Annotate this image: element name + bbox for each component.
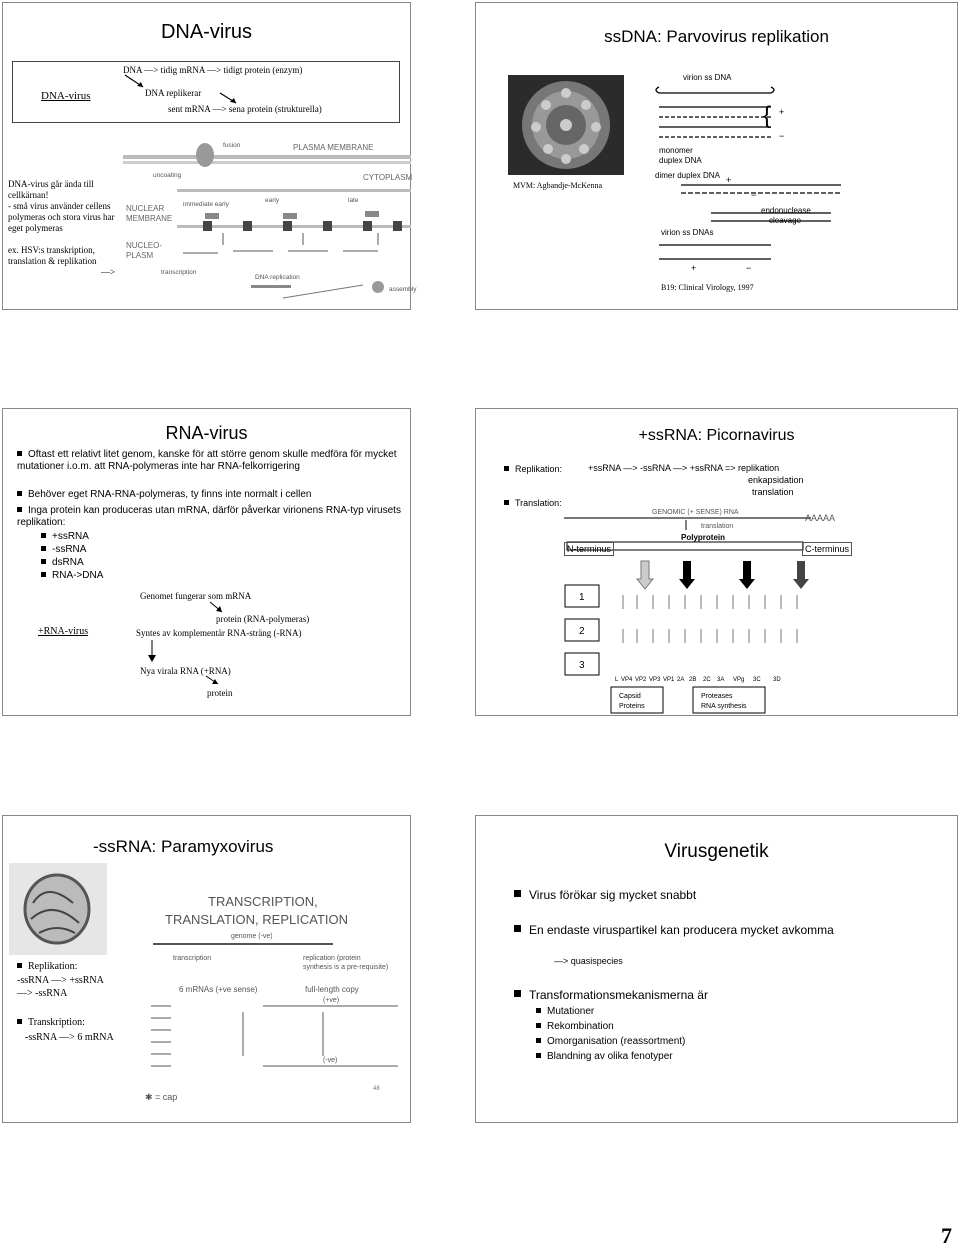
protein-label-L: L [615, 677, 619, 683]
transcription-heading: Transkription: [17, 1017, 85, 1029]
transcription-label: transcription [161, 269, 197, 276]
box-line-3: sent mRNA —> sena protein (strukturella) [168, 104, 322, 114]
cytoplasm-label: CYTOPLASM [363, 173, 413, 182]
c-terminus-label: C-terminus [802, 542, 852, 556]
note-arrow: —> [101, 267, 116, 277]
row-label-3: 3 [579, 660, 585, 671]
protein-label-2A: 2A [677, 677, 685, 683]
slide-title: -ssRNA: Paramyxovirus [93, 837, 274, 856]
protein-label-2B: 2B [689, 677, 697, 683]
monomer-duplex-label: monomer [659, 146, 693, 155]
row-label-2: 2 [579, 626, 585, 637]
replication-note-1: replication (protein [303, 955, 361, 962]
flow-encapsidation: enkapsidation [748, 475, 804, 485]
replication-heading: Replikation: [17, 961, 77, 973]
protein-label-2C: 2C [703, 677, 711, 683]
translation-arrow-label: translation [701, 523, 734, 530]
diagram-title-2: TRANSLATION, REPLICATION [165, 912, 348, 927]
svg-text:+: + [691, 263, 697, 273]
replication-label: Replikation: [504, 463, 562, 475]
hsv-replication-diagram [123, 133, 417, 305]
protein-label-VPg: VPg [733, 677, 745, 683]
slide-title: DNA-virus [160, 21, 253, 43]
dimer-duplex-label: dimer duplex DNA [655, 171, 720, 180]
nucleoplasm-label: NUCLEO- [126, 241, 163, 250]
flow-step-1: Genomet fungerar som mRNA [140, 591, 252, 601]
bullet-1: Virus förökar sig mycket snabbt [514, 888, 696, 903]
box-line-2: DNA replikerar [145, 88, 202, 98]
page-number: 7 [941, 1223, 952, 1248]
svg-text:Proteins: Proteins [619, 703, 645, 710]
bullet-2: Behöver eget RNA-RNA-polymeras, ty finns inte normalt i cellen [17, 489, 402, 501]
sub-bullet-1: Mutationer [536, 1006, 594, 1018]
virion-ss-dna-label: virion ss DNA [683, 73, 732, 82]
plasma-membrane-label: PLASMA MEMBRANE [293, 143, 374, 152]
sub-bullet-4: Blandning av olika fenotyper [536, 1051, 673, 1063]
replication-flow: +ssRNA —> -ssRNA —> +ssRNA => replikation [588, 463, 780, 473]
six-mrnas-label: 6 mRNAs (+ve sense) [179, 985, 258, 994]
svg-text:cleavage: cleavage [769, 216, 802, 225]
arrow-icon [123, 74, 153, 90]
summary-box [12, 61, 400, 123]
immediate-early-label: immediate early [183, 201, 229, 208]
uncoating-label: uncoating [153, 172, 182, 179]
svg-text:RNA synthesis: RNA synthesis [701, 703, 747, 710]
sub-bullet-3: Omorganisation (reassortment) [536, 1036, 685, 1048]
svg-text:+: + [779, 107, 785, 117]
aaaaa-label: AAAAA [805, 513, 836, 523]
virion-ss-dnas-label: virion ss DNAs [661, 228, 714, 237]
protein-label-VP3: VP3 [649, 677, 661, 683]
assembly-label: assembly [389, 286, 417, 293]
slide-dna-virus [2, 2, 417, 310]
protein-label-VP4: VP4 [621, 677, 633, 683]
virus-micrograph [9, 863, 107, 955]
transcription-line: -ssRNA —> 6 mRNA [25, 1032, 114, 1043]
early-label: early [265, 197, 280, 204]
polyprotein-processing-diagram [561, 559, 861, 719]
parvovirus-replication-diagram [651, 65, 856, 280]
note-hsv: ex. HSV:s transkription, translation & replikation [8, 245, 97, 266]
slide-title: RNA-virus [165, 423, 248, 443]
bullet-3: Inga protein kan produceras utan mRNA, därför påverkar virionens RNA-typ virusets replikation: [17, 505, 401, 528]
sub-bullet-dsrna: dsRNA [41, 557, 84, 569]
bullet-1: Oftast ett relativt litet genom, kanske för att större genom skulle medföra för mycket mutationer i.o.m. att RNA-polymeras inte har RNA-felkorrigering [17, 449, 397, 472]
plus-ve-label: (+ve) [323, 997, 340, 1004]
transcription-label: transcription [173, 955, 212, 962]
svg-text:MEMBRANE: MEMBRANE [126, 214, 173, 223]
virus-capsid-image [508, 75, 624, 175]
endonuclease-label: endonuclease [761, 206, 811, 215]
slide-paramyxovirus [2, 815, 411, 1123]
minus-ve-label: (-ve) [323, 1057, 338, 1064]
protein-label-VP1: VP1 [663, 677, 675, 683]
flow-step-3: Syntes av komplementär RNA-sträng (-RNA) [136, 628, 302, 638]
quasispecies-note: —> quasispecies [554, 956, 623, 966]
slide-virusgenetik [475, 815, 958, 1123]
polyprotein-label: Polyprotein [681, 533, 726, 542]
note-cell-nucleus: DNA-virus går ända till cellkärnan! [8, 179, 94, 200]
sub-bullet-plus-ssrna: +ssRNA [41, 531, 89, 543]
sub-bullet-2: Rekombination [536, 1021, 614, 1033]
dna-replication-label: DNA replication [255, 274, 300, 281]
replication-line-2: —> -ssRNA [17, 988, 68, 999]
svg-text:duplex DNA: duplex DNA [659, 156, 702, 165]
flow-step-4: Nya virala RNA (+RNA) [140, 666, 231, 676]
slide-picornavirus [475, 408, 958, 716]
protein-label-VP2: VP2 [635, 677, 647, 683]
box-label: DNA-virus [41, 90, 91, 102]
flow-translation: translation [752, 487, 794, 497]
sub-bullet-rna-dna: RNA->DNA [41, 570, 103, 582]
genome-label: genome (-ve) [231, 933, 273, 940]
row-label-1: 1 [579, 592, 585, 603]
cap-label: ✱ = cap [145, 1092, 178, 1102]
svg-text:+: + [726, 175, 732, 185]
image-credit: MVM: Agbandje-McKenna [513, 181, 603, 190]
replication-line-1: -ssRNA —> +ssRNA [17, 975, 104, 986]
arrow-icon [218, 92, 248, 106]
flow-label: +RNA-virus [38, 626, 89, 637]
svg-text:{: { [763, 102, 772, 129]
replication-note-2: synthesis is a pre-requisite) [303, 964, 389, 971]
flow-step-5: protein [207, 688, 233, 698]
late-label: late [348, 197, 359, 204]
note-polymerase: - små virus använder cellens polymeras och stora virus har eget polymeras [8, 201, 115, 233]
slide-title: +ssRNA: Picornavirus [638, 427, 795, 444]
translation-label: Translation: [504, 497, 562, 509]
reference: B19: Clinical Virology, 1997 [661, 283, 754, 292]
full-length-label: full-length copy [305, 985, 359, 994]
protein-label-3C: 3C [753, 677, 761, 683]
fusion-label: fusion [223, 142, 241, 149]
bullet-2: En endaste viruspartikel kan producera mycket avkomma [514, 923, 854, 938]
svg-text:−: − [779, 131, 785, 141]
box-line-1: DNA —> tidig mRNA —> tidigt protein (enzym) [123, 65, 303, 75]
flow-step-2: protein (RNA-polymeras) [216, 614, 310, 624]
diagram-slide-number: 48 [373, 1086, 380, 1092]
diagram-title-1: TRANSCRIPTION, [208, 894, 318, 909]
protein-label-3D: 3D [773, 677, 781, 683]
svg-text:−: − [751, 190, 757, 200]
paramyxo-transcription-diagram [133, 890, 408, 1122]
protein-label-3A: 3A [717, 677, 725, 683]
slide-title: Virusgenetik [664, 841, 769, 862]
svg-text:−: − [746, 263, 752, 273]
proteases-label: Proteases [701, 693, 733, 700]
slide-title: ssDNA: Parvovirus replikation [604, 27, 829, 46]
capsid-label: Capsid [619, 693, 641, 700]
nuclear-membrane-label: NUCLEAR [126, 204, 165, 213]
genomic-label: GENOMIC (+ SENSE) RNA [652, 509, 739, 516]
n-terminus-label: N-terminus [564, 542, 614, 556]
svg-text:PLASM: PLASM [126, 251, 154, 260]
sub-bullet-minus-ssrna: -ssRNA [41, 544, 86, 556]
bullet-3: Transformationsmekanismerna är [514, 988, 708, 1003]
flow-arrows [140, 600, 240, 690]
slide-parvovirus [475, 2, 958, 310]
